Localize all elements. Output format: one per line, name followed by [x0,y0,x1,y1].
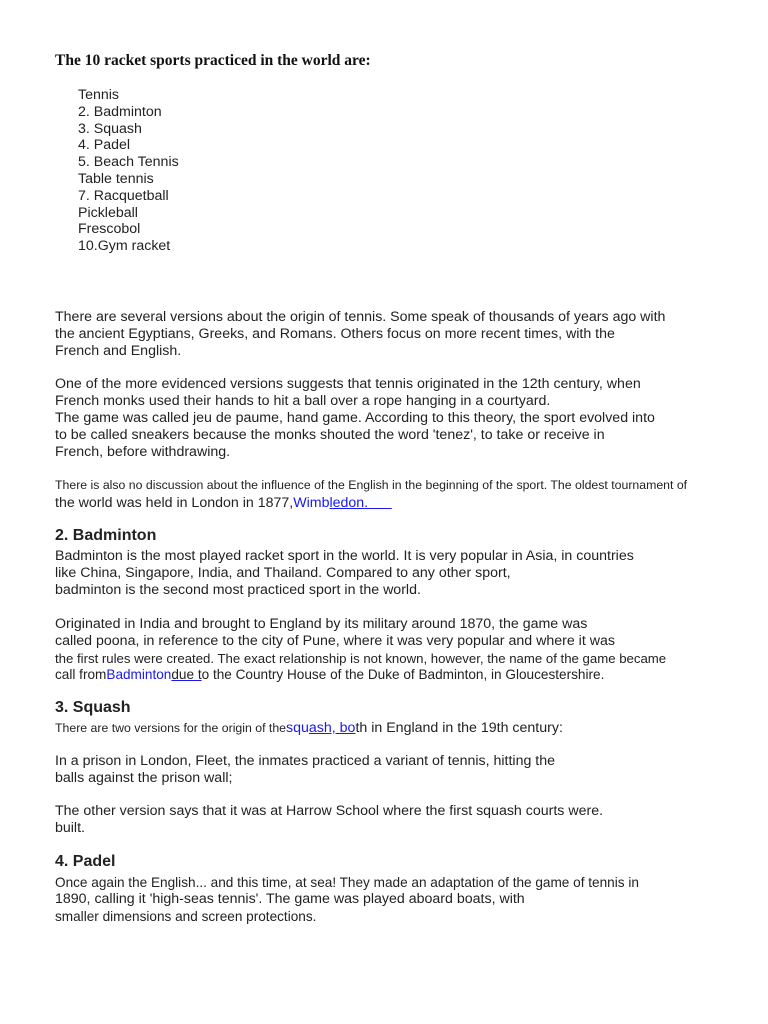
list-item: 4. Padel [78,137,131,154]
text-line: Badminton is the most played racket sport in the world. It is very popular in Asia, in countries [55,548,634,564]
text-line: the first rules were created. The exact relationship is not known, however, the name of the game became [55,651,667,666]
list-item: Pickleball [78,204,138,221]
list-item: 3. Squash [78,120,142,137]
section-title-badminton: 2. Badminton [55,527,157,544]
sports-list [78,87,179,255]
text-line: Once again the English... and this time, at sea! They made an adaptation of the game of tennis in [55,875,639,890]
text-fragment: o the Country House of the Duke of Badminton, in Gloucestershire. [201,667,605,682]
text-line: balls against the prison wall; [55,770,233,786]
text-line: 1890, calling it 'high-seas tennis'. The game was played aboard boats, with [55,891,525,907]
text-line: Originated in India and brought to England by its military around 1870, the game was [55,616,588,632]
squash-link[interactable]: squ [286,720,309,736]
text-fragment: call from [55,667,107,682]
list-item: Tennis [78,87,120,103]
underline-spacer [368,495,392,511]
text-line: like China, Singapore, India, and Thailand. Compared to any other sport, [55,565,511,581]
list-item: 7. Racquetball [78,187,169,204]
text-line: built. [55,820,85,836]
text-fragment: There are two versions for the origin of the [55,721,287,735]
text-line: One of the more evidenced versions suggests that tennis originated in the 12th century, when [55,376,641,392]
text-line: smaller dimensions and screen protections. [55,909,317,924]
list-item: Table tennis [78,170,154,187]
text-line [55,495,392,512]
text-line: French, before withdrawing. [55,444,231,460]
text-line: to be called sneakers because the monks shouted the word 'tenez', to take or receive in [55,427,605,443]
section-title-padel: 4. Padel [55,853,116,870]
text-line [55,720,563,737]
text-line: the ancient Egyptians, Greeks, and Romans. Others focus on more recent times, with the [55,326,615,342]
text-line: In a prison in London, Fleet, the inmates practiced a variant of tennis, hitting the [55,753,556,769]
wimbledon-link[interactable]: Wimb [293,495,330,511]
text-line: French monks used their hands to hit a ball over a rope hanging in a courtyard. [55,393,551,409]
section-title-squash: 3. Squash [55,699,131,716]
list-item: 5. Beach Tennis [78,154,179,171]
badminton-link[interactable]: Badminton [106,667,172,682]
text-fragment: th in England in the 19th century: [355,720,563,736]
list-item: 10.Gym racket [78,238,171,255]
text-line: French and English. [55,343,182,359]
text-line: There are several versions about the origin of tennis. Some speak of thousands of years ago with [55,309,666,325]
page-heading: The 10 racket sports practiced in the world are: [55,52,371,69]
text-line: The game was called jeu de paume, hand game. According to this theory, the sport evolved into [55,410,655,426]
list-item: 2. Badminton [78,103,162,120]
text-line [55,666,604,683]
text-line: badminton is the second most practiced sport in the world. [55,582,421,598]
text-line: The other version says that it was at Harrow School where the first squash courts were. [55,803,604,819]
text-fragment: the world was held in London in 1877, [55,495,294,511]
underlined-fragment[interactable]: due t [171,667,202,682]
list-item: Frescobol [78,221,141,238]
wimbledon-link-underlined[interactable]: ledon. [329,495,369,511]
squash-link-underlined[interactable]: ash, bo [308,720,356,736]
text-line: There is also no discussion about the influence of the English in the beginning of the sport. The oldest tournament of [55,478,688,492]
text-line: called poona, in reference to the city of Pune, where it was very popular and where it was [55,633,615,649]
